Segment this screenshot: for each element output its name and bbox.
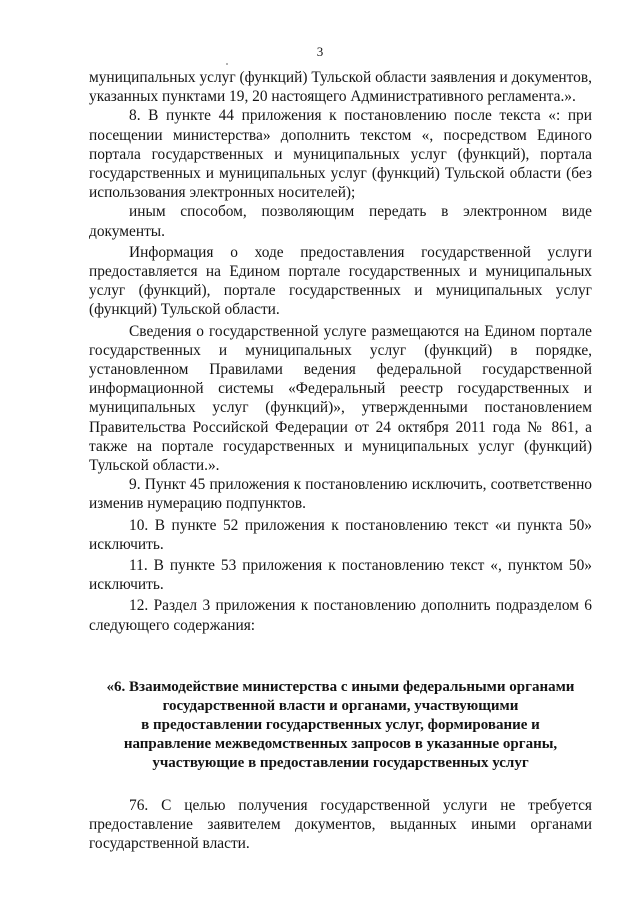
section-heading-line: в предоставлении государственных услуг, формирование и — [141, 716, 540, 733]
paragraph-item-12: 12. Раздел 3 приложения к постановлению дополнить подразделом 6 следующего содержания: — [89, 597, 592, 634]
paragraph-item-10: 10. В пункте 52 приложения к постановлению текст «и пункта 50» исключить. — [89, 516, 592, 553]
section-heading — [89, 678, 592, 773]
section-heading-line: государственной власти и органами, участвующими — [162, 697, 519, 714]
page-number: 3 — [316, 44, 324, 59]
paragraph-continuation: муниципальных услуг (функций) Тульской области заявления и документов, указанных пунктами 19, 20 настоящего Административного регламента.». — [89, 69, 592, 106]
paragraph-item-8-alt-method: иным способом, позволяющим передать в электронном виде документы. — [89, 203, 592, 240]
section-heading-line: направление межведомственных запросов в указанные органы, — [123, 735, 558, 752]
paragraph-item-8-details: Сведения о государственной услуге размещаются на Едином портале государственных и муниципальных услуг (функций) в порядке, установленном Правилами ведения федеральной государственной информационной системы «Федеральный реестр государственных и муниципальных услуг (функций)», утвержденными постановлением Правительства Российской Федерации от 24 октября 2011 года № 861, а также на портале государственных и муниципальных услуг (функций) Тульской области.». — [89, 322, 592, 475]
paragraph-item-9: 9. Пункт 45 приложения к постановлению исключить, соответственно изменив нумерацию подпунктов. — [89, 476, 592, 513]
paragraph-item-8: 8. В пункте 44 приложения к постановлению после текста «: при посещении министерства» дополнить текстом «, посредством Единого портала государственных и муниципальных услуг (функций), портала государственных и муниципальных услуг (функций) Тульской области (без использования электронных носителей); — [89, 107, 592, 202]
paragraph-item-11: 11. В пункте 53 приложения к постановлению текст «, пунктом 50» исключить. — [89, 557, 592, 594]
section-heading-line: участвующие в предоставлении государственных услуг — [152, 754, 529, 771]
paragraph-item-8-information: Информация о ходе предоставления государственной услуги предоставляется на Едином портале государственных и муниципальных услуг (функций), портале государственных и муниципальных услуг (функций) Тульской области. — [89, 243, 592, 319]
paragraph-item-76: 76. С целью получения государственной услуги не требуется предоставление заявителем документов, выданных иными органами государственной власти. — [89, 796, 592, 853]
document-body — [89, 68, 592, 854]
scan-speck — [226, 63, 228, 65]
section-heading-line: «6. Взаимодействие министерства с иными федеральными органами — [106, 678, 575, 695]
